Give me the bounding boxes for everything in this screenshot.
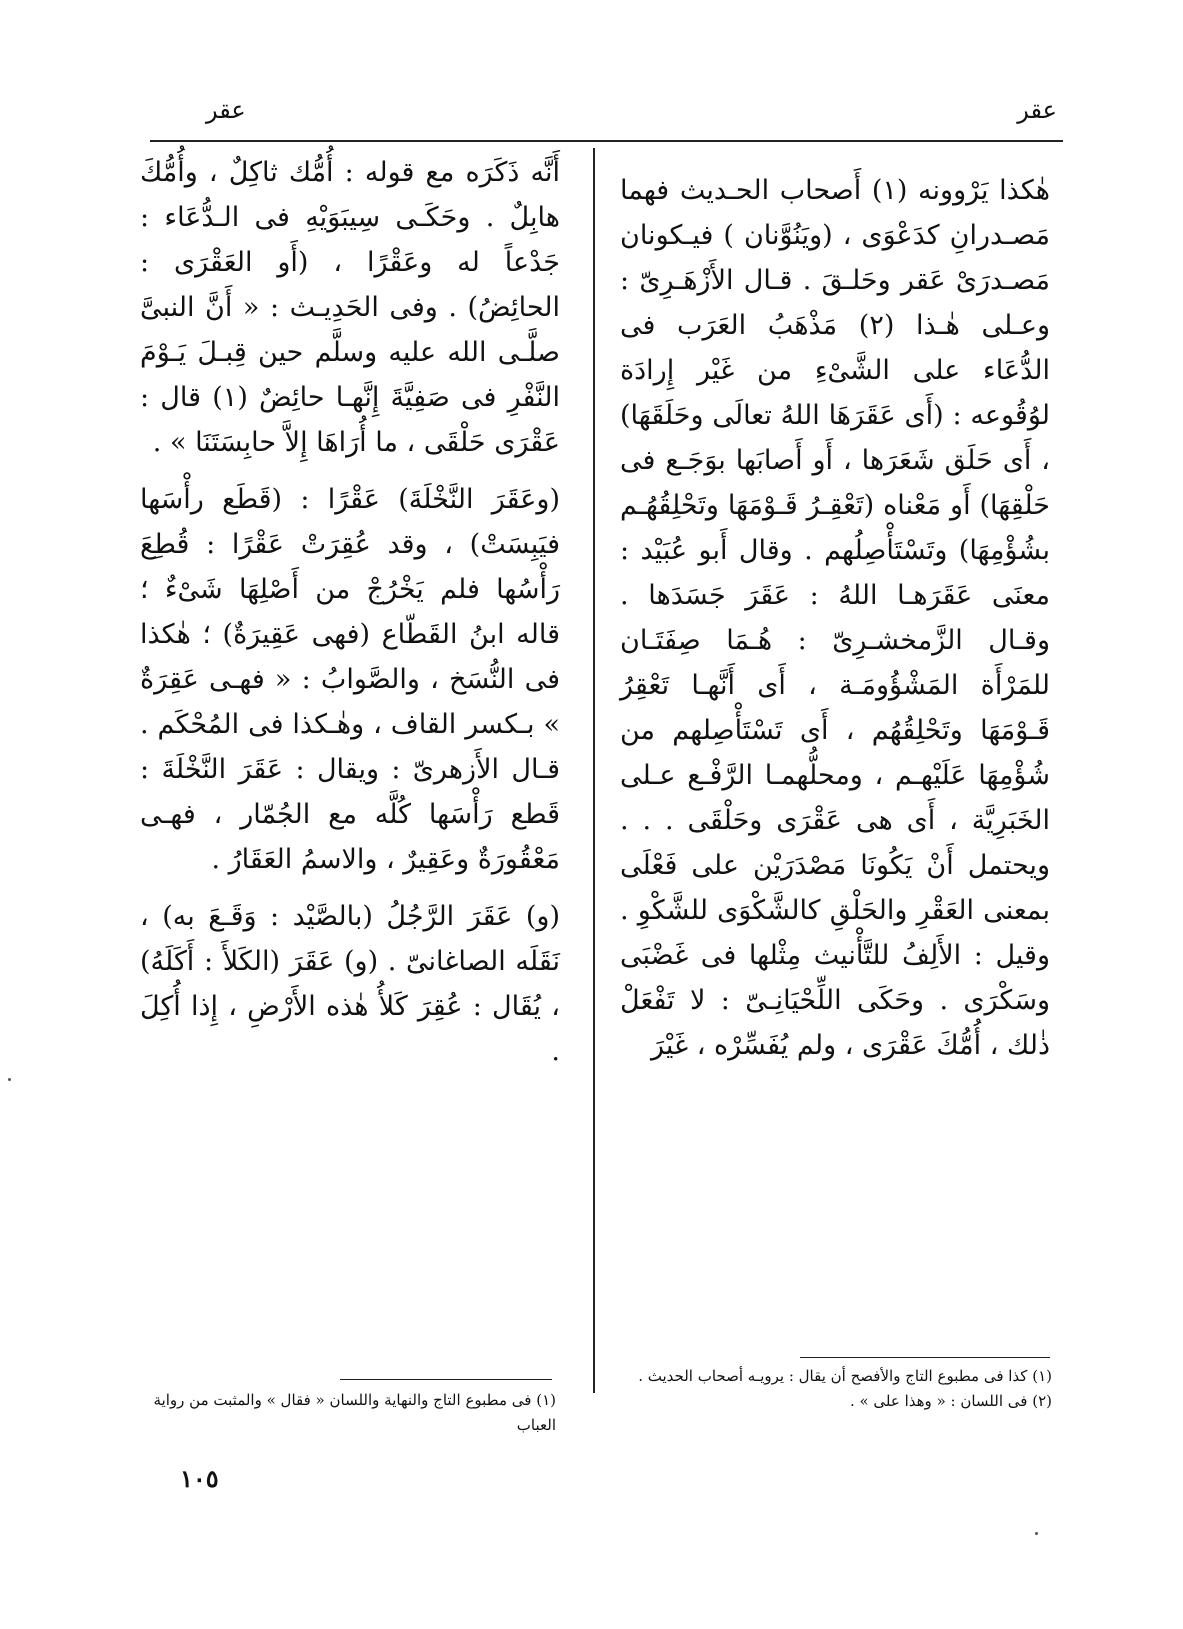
footnote-rule-right <box>800 1357 1050 1358</box>
footnotes-right <box>612 1364 1052 1414</box>
left-column-paragraph: أَنَّه ذَكَرَه مع قوله : أُمُّك ثاكِلٌ ، وأُمُّكَ هابِلٌ . وحَكَـى سِيبَوَيْهِ فى الـدُّعَاء : جَدْعاً له وعَقْرًا ، (أَو العَقْرَى : الحائِضُ) . وفى الحَدِيـث : « أَنَّ النبىَّ صلَّـى الله عليه وسلَّم حين قِبـلَ يَـوْمَ النَّفْرِ فى صَفِيَّةَ إِنَّهـا حائِضٌ (١) قال : عَقْرَى حَلْقَى ، ما أُرَاهَا إِلاَّ حابِسَتَنَا » . <box>140 157 561 458</box>
footnote-rule-left <box>340 1379 552 1380</box>
left-column-paragraph: (وعَقَرَ النَّخْلَةَ) عَقْرًا : (قَطَع رأْسَها فيَبِسَتْ) ، وقد عُقِرَتْ عَقْرًا : قُطِعَ رَأْسُها فلم يَخْرُجْ من أَصْلِهَا شَىْءٌ ؛ قاله ابنُ القَطّاع (فهى عَقِيرَةٌ) ؛ هٰكذا فى النُّسَخ ، والصَّوابُ : « فهـى عَقِرَةٌ » بـكسر القاف ، وهٰـكذا فى المُحْكَم . قـال الأَزهرىّ : ويقال : عَقَرَ النَّخْلَةَ : قَطع رَأْسَها كُلَّه مع الجُمّار ، فهـى مَعْقُورَةٌ وعَقِيرٌ ، والاسمُ العَقَارُ . <box>140 484 560 875</box>
left-column <box>140 150 560 1074</box>
column-divider <box>593 148 595 1393</box>
footnote: (٢) فى اللسان : « وهذا على » . <box>849 1392 1052 1410</box>
footnotes-left <box>130 1388 556 1438</box>
right-column-paragraph: هٰكذا يَرْوونه (١) أَصحاب الحـديث فهما مَصـدرانِ كدَعْوَى ، (ويَنُوَّنان ) فيـكونان مَصـدرَىْ عَقر وحَلـقَ . قـال الأَزْهَـرِىّ : وعـلى هٰـذا (٢) مَذْهَبُ العَرَب فى الدُّعَاء على الشَّىْءِ من غَيْر إِرادَة لوُقُوعه : (أَى عَقَرَهَا اللهُ تعالَى وحَلَقَهَا) ، أَى حَلَق شَعَرَها ، أَو أَصابَها بوَجَـع فى حَلْقِهَا) أَو مَعْناه (تَعْقِـرُ قَـوْمَهَا وتَحْلِقُهُـم بشُؤْمِهَا) وتَسْتَأْصِلُهم . وقال أَبو عُبَيْد : معنَى عَقَرَهـا اللهُ : عَقَرَ جَسَدَها . وقـال الزَّمخشـرِىّ : هُـمَا صِفَتَـان للمَرْأَة المَشْؤُومَـة ، أَى أَنَّهـا تَعْقِرُ قَـوْمَهَا وتَحْلِقُهُم ، أَى تَسْتَأْصِلهم من شُؤْمِهَا عَلَيْهـم ، ومحلُّهمـا الرَّفْـع عـلى الخَبَرِيَّة ، أَى هى عَقْرَى وحَلْقَى . . . ويحتمل أَنْ يَكُونَا مَصْدَرَيْن على فَعْلَى بمعنى العَقْرِ والحَلْقِ كالشَّكْوَى للشَّكْوِ . وقيل : الأَلِفُ للتَّأْنيث مِثْلها فى غَضْبَى وسَكْرَى . وحَكَى اللِّحْيَانِـىّ : لا تَفْعَلْ ذٰلك ، أُمُّكَ عَقْرَى ، ولم يُفَسِّرْه ، غَيْرَ <box>620 175 1050 1061</box>
left-column-paragraph: (و) عَقَرَ الرَّجُلُ (بالصَّيْد : وَقَـعَ به) ، نَقَلَه الصاغانىّ . (و) عَقَرَ (الكَلأَ : أَكَلَهُ) ، يُقَال : عُقِرَ كَلأُ هٰذه الأَرْضِ ، إِذا أُكِلَ . <box>140 901 560 1067</box>
footnote: (١) فى مطبوع التاج والنهاية واللسان « فقال » والمثبت من رواية العباب <box>153 1391 556 1434</box>
footnote: (١) كذا فى مطبوع التاج والأفصح أن يقال : يرويـه أصحاب الحديث . <box>638 1367 1052 1385</box>
scan-speck <box>8 1078 11 1081</box>
scan-speck <box>1035 1532 1038 1535</box>
running-header-left: عقر <box>206 96 246 124</box>
page-number: ١٠٥ <box>180 1464 219 1493</box>
right-column <box>620 168 1050 1068</box>
header-rule <box>150 140 1063 142</box>
running-header-right: عقر <box>1017 96 1057 124</box>
